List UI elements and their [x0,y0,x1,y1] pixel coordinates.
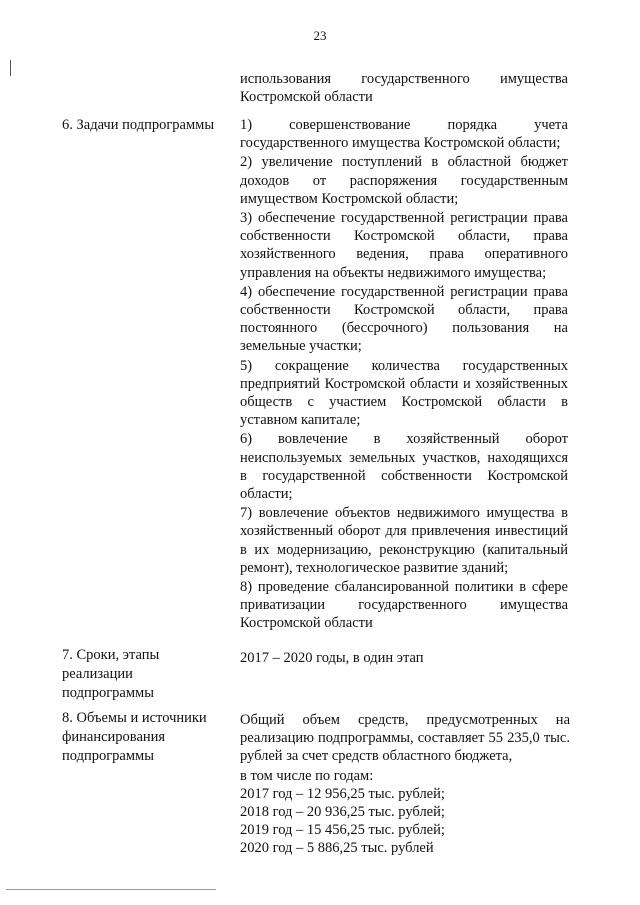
section-8-label-line: 8. Объемы и источники [62,710,207,726]
financing-summary: Общий объем средств, предусмотренных на реализацию подпрограммы, составляет 55 235,0 тыс. рублей за счет средств областного бюджета, [240,712,570,765]
page-number: 23 [313,28,327,43]
section-8-label [62,709,232,766]
margin-mark [10,60,11,76]
task-item: 1) совершенствование порядка учета государственного имущества Костромской области; [240,117,568,152]
section-7-value-block [240,649,568,668]
financing-year-line: 2017 год – 12 956,25 тыс. рублей; [240,785,445,802]
section-8-financing [240,711,570,858]
section-7-label-line: реализации [62,666,133,682]
financing-year-line: 2019 год – 15 456,25 тыс. рублей; [240,822,445,839]
section-7-label [62,646,232,703]
intro-text: использования государственного имущества Костромской области [240,71,568,106]
task-item: 3) обеспечение государственной регистрации права собственности Костромской области, права хозяйственного ведения, права оперативного управления на объекты недвижимого имущества; [240,210,568,281]
task-item: 7) вовлечение объектов недвижимого имущества в хозяйственный оборот для привлечения инвестиций в их модернизацию, реконструкцию (капитальный ремонт), технологическое развитие зданий; [240,505,568,576]
task-item: 6) вовлечение в хозяйственный оборот неиспользуемых земельных участков, находящихся в государственной собственности Костромской области; [240,431,568,503]
section-8-label-line: подпрограммы [62,748,154,764]
intro-text-block [240,70,568,107]
task-item: 5) сокращение количества государственных предприятий Костромской области и хозяйственных обществ с участием Костромской области в уставном капитале; [240,357,568,429]
financing-year-line: 2020 год – 5 886,25 тыс. рублей [240,840,434,857]
task-item: 8) проведение сбалансированной политики в сфере приватизации государственного имущества Костромской области [240,579,568,632]
financing-by-year-intro: в том числе по годам: [240,767,374,784]
task-item: 4) обеспечение государственной регистрации права собственности Костромской области, права постоянного (бессрочного) пользования на земельные участки; [240,283,568,355]
section-6-label: 6. Задачи подпрограммы [62,117,215,133]
section-7-value: 2017 – 2020 годы, в один этап [240,650,424,666]
section-8-label-line: финансирования [62,729,166,745]
section-7-label-line: 7. Сроки, этапы [62,647,160,663]
bottom-rule [6,889,216,890]
task-item: 2) увеличение поступлений в областной бюджет доходов от распоряжения государственным имуществом Костромской области; [240,154,568,207]
section-7-label-line: подпрограммы [62,685,154,701]
section-6-tasks [240,116,568,634]
financing-year-line: 2018 год – 20 936,25 тыс. рублей; [240,804,445,821]
